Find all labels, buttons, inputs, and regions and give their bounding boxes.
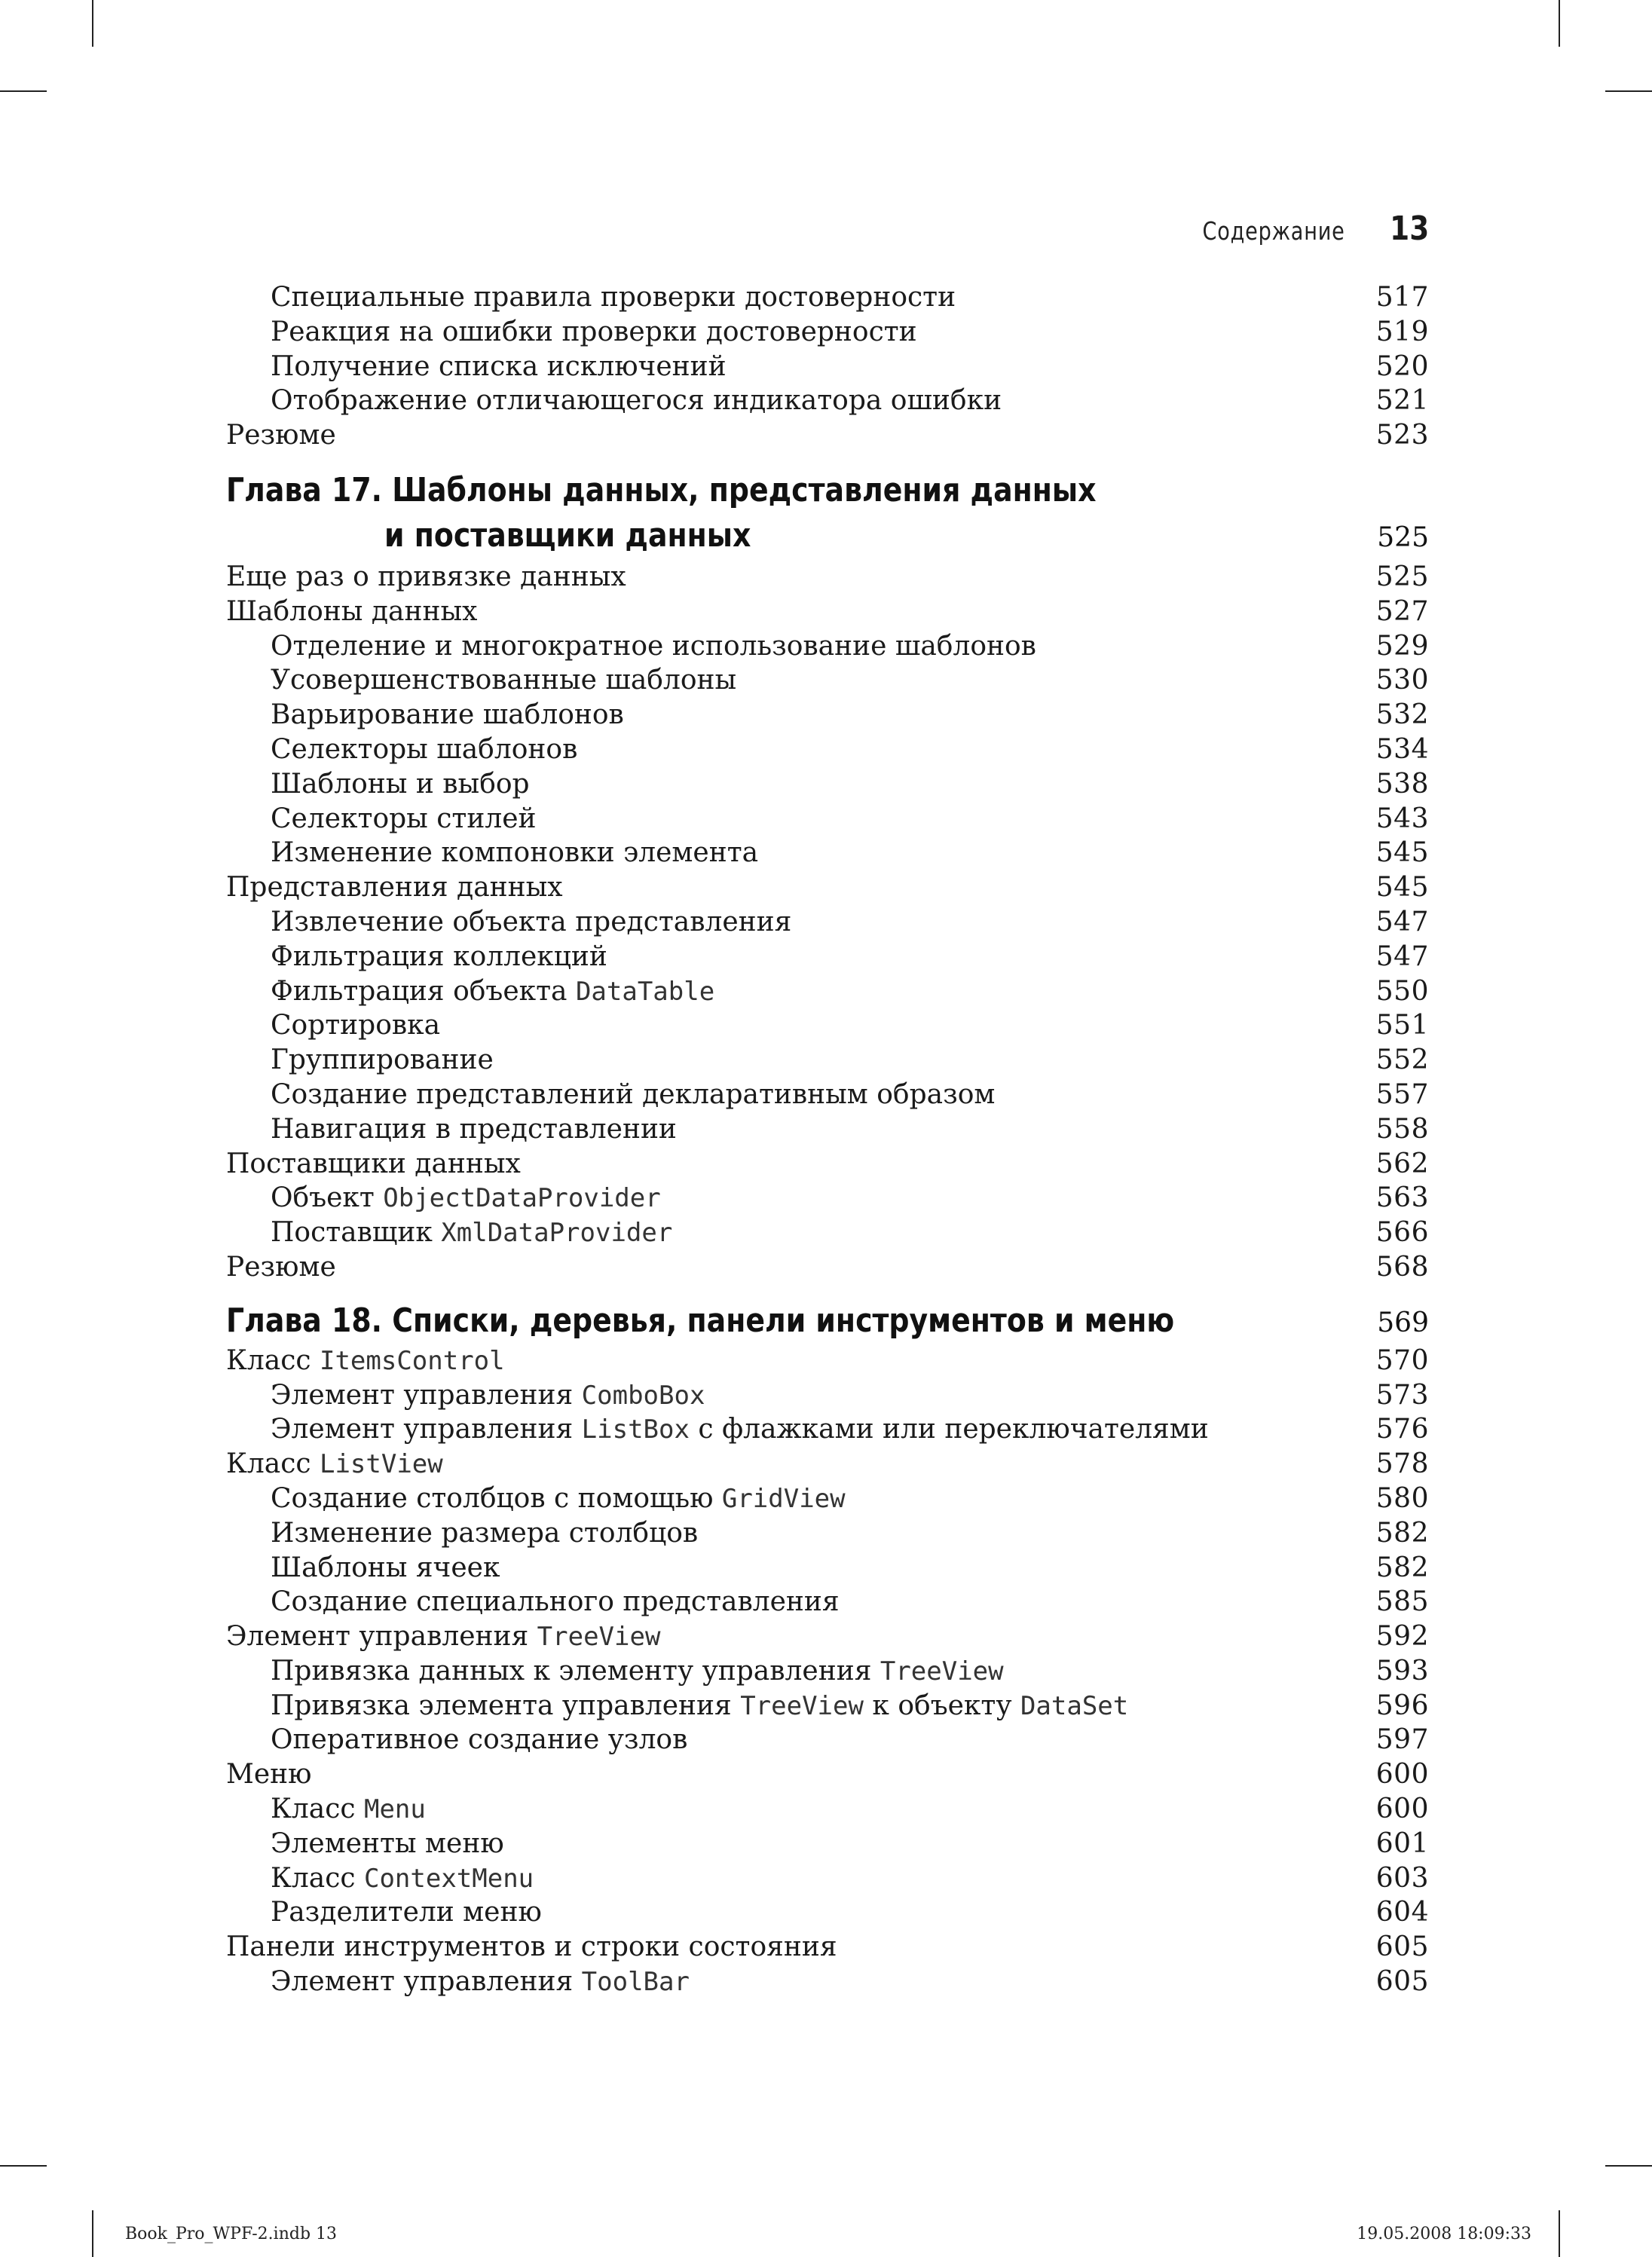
entry-code: TreeView [880,1656,1004,1687]
toc-entry[interactable] [226,1654,1429,1689]
entry-title [226,836,758,870]
entry-text: Элемент управления [271,1414,582,1445]
entry-text: Реакция на ошибки проверки достоверности [271,316,917,347]
toc-entry[interactable] [226,1447,1429,1482]
entry-text: Группирование [271,1044,494,1076]
toc-entry[interactable] [226,802,1429,836]
toc-entry[interactable] [226,1516,1429,1551]
entry-page: 566 [1375,1217,1429,1249]
entry-text: Создание специального представления [271,1586,840,1618]
entry-title [226,595,477,629]
entry-title [226,1619,660,1655]
entry-title [226,1861,534,1897]
toc-entry[interactable] [226,1861,1429,1896]
entry-title [226,1723,687,1757]
toc-entry[interactable] [226,1965,1429,1999]
entry-text: Представления данных [226,872,563,904]
entry-title [226,350,727,384]
entry-title [226,870,563,905]
entry-code: GridView [721,1483,846,1514]
entry-text: Привязка данных к элементу управления [271,1655,880,1687]
entry-code: Menu [363,1794,426,1825]
entry-code: ListBox [581,1414,690,1445]
crop-mark [92,0,93,47]
entry-page: 604 [1375,1897,1429,1928]
entry-text: Элемент управления [226,1621,537,1653]
toc-entry[interactable] [226,1619,1429,1654]
entry-title [226,1181,661,1216]
entry-page: 585 [1375,1586,1429,1618]
entry-page: 592 [1375,1621,1429,1653]
chapter-page: 569 [1377,1307,1429,1338]
entry-page: 597 [1375,1724,1429,1756]
toc-entry[interactable] [226,384,1429,418]
entry-page: 603 [1375,1862,1429,1894]
entry-page: 558 [1375,1113,1429,1145]
toc-entry[interactable] [226,940,1429,974]
toc-entry[interactable] [226,280,1429,315]
entry-title [226,418,336,453]
toc-entry[interactable] [226,1112,1429,1147]
entry-text: Элементы меню [271,1827,504,1859]
toc-entry[interactable] [226,1757,1429,1792]
entry-code: TreeView [537,1622,661,1653]
entry-page: 525 [1375,561,1429,592]
footer-file: Book_Pro_WPF-2.indb 13 [125,2225,338,2243]
toc-entry[interactable] [226,418,1429,453]
chapter-title: Глава 17. Шаблоны данных, представления данных [226,470,1097,509]
entry-text: Элемент управления [271,1966,582,1998]
entry-text: Элемент управления [271,1379,582,1411]
entry-title [226,560,626,595]
entry-title [226,629,1036,664]
entry-page: 547 [1375,906,1429,937]
toc-entry[interactable] [226,1551,1429,1586]
entry-title [226,1378,705,1414]
entry-title [226,1895,542,1930]
entry-code: DataTable [575,976,715,1007]
chapter-page: 525 [1377,521,1429,553]
entry-code: ToolBar [581,1967,690,1998]
toc-entry[interactable] [226,315,1429,350]
entry-text: Класс [271,1862,364,1894]
entry-text: Класс [226,1344,320,1376]
entry-text: Резюме [226,420,336,451]
entry-text: Селекторы шаблонов [271,733,578,765]
entry-text: Изменение компоновки элемента [271,837,759,869]
entry-page: 593 [1375,1655,1429,1687]
entry-title [226,1147,521,1182]
entry-page: 600 [1375,1794,1429,1825]
entry-text: Шаблоны ячеек [271,1552,500,1583]
toc-entry[interactable] [226,836,1429,870]
toc-list [226,560,1429,1285]
toc-entry[interactable] [226,1895,1429,1930]
entry-text: Фильтрация объекта [271,975,576,1007]
chapter-heading[interactable] [226,468,1429,558]
entry-page: 520 [1375,350,1429,382]
entry-title [226,1344,505,1379]
entry-text: к объекту [863,1690,1020,1721]
entry-title [226,1008,440,1043]
toc-entry[interactable] [226,870,1429,905]
entry-code: TreeView [740,1690,864,1721]
toc-entry[interactable] [226,1723,1429,1757]
chapter-title-continuation: и поставщики данных [384,515,751,555]
entry-text: Отделение и многократное использование шаблонов [271,630,1036,662]
entry-title [226,1757,312,1792]
entry-title [226,1412,1209,1448]
entry-text: Меню [226,1759,312,1791]
entry-text: Варьирование шаблонов [271,699,624,731]
entry-title [226,1043,494,1078]
entry-page: 600 [1375,1759,1429,1791]
toc-entry[interactable] [226,1412,1429,1447]
entry-text: Сортировка [271,1010,441,1041]
toc-entry[interactable] [226,1689,1429,1723]
entry-text: Класс [271,1794,364,1825]
entry-title [226,1827,504,1861]
toc-entry[interactable] [226,1827,1429,1861]
toc-entry[interactable] [226,595,1429,629]
entry-text: Отображение отличающегося индикатора ошибки [271,385,1002,417]
entry-page: 570 [1375,1344,1429,1376]
entry-text: Навигация в представлении [271,1113,677,1145]
entry-text: Шаблоны данных [226,595,478,627]
entry-title [226,1551,500,1586]
toc-list [226,280,1429,453]
entry-title [226,905,791,940]
entry-page: 568 [1375,1251,1429,1283]
crop-mark [0,2165,47,2167]
entry-page: 538 [1375,768,1429,800]
entry-page: 563 [1375,1182,1429,1214]
entry-title [226,1216,672,1251]
toc-entry[interactable] [226,1792,1429,1827]
entry-page: 517 [1375,282,1429,313]
page-number: 13 [1389,209,1429,248]
toc-entry[interactable] [226,974,1429,1009]
entry-text: Поставщик [271,1217,442,1249]
entry-text: Поставщики данных [226,1148,521,1179]
entry-text: Класс [226,1448,320,1480]
entry-page: 601 [1375,1827,1429,1859]
crop-mark [0,90,47,92]
entry-title [226,1930,837,1965]
toc-entry[interactable] [226,663,1429,698]
entry-title [226,1585,840,1619]
entry-page: 532 [1375,699,1429,731]
entry-page: 529 [1375,630,1429,662]
toc-entry[interactable] [226,1482,1429,1516]
entry-page: 547 [1375,940,1429,972]
toc-entry[interactable] [226,560,1429,595]
running-head [1171,209,1429,248]
toc-entry[interactable] [226,1585,1429,1619]
entry-text: Создание столбцов с помощью [271,1482,722,1514]
entry-page: 596 [1375,1690,1429,1721]
entry-text: Панели инструментов и строки состояния [226,1931,837,1963]
entry-page: 550 [1375,975,1429,1007]
entry-text: Еще раз о привязке данных [226,561,626,592]
toc-entry[interactable] [226,767,1429,802]
toc-entry[interactable] [226,1181,1429,1216]
toc-entry[interactable] [226,350,1429,384]
entry-title [226,315,917,350]
entry-page: 573 [1375,1379,1429,1411]
entry-text: Получение списка исключений [271,350,727,382]
entry-text: Фильтрация коллекций [271,940,607,972]
entry-page: 545 [1375,872,1429,904]
entry-text: Усовершенствованные шаблоны [271,665,737,696]
entry-page: 576 [1375,1414,1429,1445]
toc-entry[interactable] [226,1344,1429,1378]
entry-page: 519 [1375,316,1429,347]
entry-title [226,1654,1004,1690]
entry-code: ListView [319,1449,443,1480]
entry-text: Специальные правила проверки достоверности [271,282,956,313]
entry-page: 605 [1375,1966,1429,1998]
entry-page: 562 [1375,1148,1429,1179]
entry-text: Шаблоны и выбор [271,768,530,800]
toc-entry[interactable] [226,1930,1429,1965]
entry-title [226,280,956,315]
entry-page: 534 [1375,733,1429,765]
toc-entry[interactable] [226,1008,1429,1043]
entry-text: Оперативное создание узлов [271,1724,688,1756]
entry-title [226,802,537,836]
entry-page: 557 [1375,1078,1429,1110]
toc-entry[interactable] [226,1250,1429,1285]
entry-title [226,384,1002,418]
entry-code: ObjectDataProvider [383,1183,661,1214]
toc-entry[interactable] [226,1043,1429,1078]
chapter-heading[interactable] [226,1298,1429,1344]
entry-title [226,663,736,698]
toc-list [226,1344,1429,1999]
chapter-title: Глава 18. Списки, деревья, панели инструментов и меню [226,1301,1175,1340]
toc-entry[interactable] [226,698,1429,732]
entry-text: Привязка элемента управления [271,1690,741,1721]
entry-title [226,698,624,732]
crop-mark [92,2210,93,2257]
entry-text: Селекторы стилей [271,803,537,834]
entry-title [226,1482,846,1517]
entry-code: ComboBox [581,1380,705,1411]
entry-title [226,1965,690,2000]
entry-title [226,1689,1128,1724]
entry-text: с флажками или переключателями [689,1414,1209,1445]
section-title: Содержание [1202,216,1345,246]
entry-title [226,1792,426,1827]
entry-title [226,1112,677,1147]
entry-page: 580 [1375,1482,1429,1514]
toc-entry[interactable] [226,905,1429,940]
toc-entry[interactable] [226,1147,1429,1182]
table-of-contents [226,280,1429,1999]
toc-entry[interactable] [226,1216,1429,1250]
toc-entry[interactable] [226,1078,1429,1112]
crop-mark [1605,2165,1652,2167]
entry-code: DataSet [1020,1690,1129,1721]
entry-page: 521 [1375,385,1429,417]
crop-mark [1605,90,1652,92]
entry-title [226,767,530,802]
entry-title [226,1078,995,1112]
toc-entry[interactable] [226,629,1429,664]
entry-code: ItemsControl [319,1345,505,1376]
entry-page: 523 [1375,420,1429,451]
entry-page: 543 [1375,803,1429,834]
entry-page: 578 [1375,1448,1429,1480]
crop-mark [1559,2210,1560,2257]
crop-mark [1559,0,1560,47]
entry-page: 551 [1375,1010,1429,1041]
entry-title [226,732,577,767]
entry-text: Создание представлений декларативным образом [271,1078,996,1110]
entry-page: 545 [1375,837,1429,869]
entry-page: 530 [1375,665,1429,696]
entry-page: 582 [1375,1517,1429,1549]
toc-entry[interactable] [226,1378,1429,1413]
entry-code: ContextMenu [363,1863,534,1894]
entry-page: 582 [1375,1552,1429,1583]
entry-title [226,974,714,1010]
entry-title [226,940,607,974]
toc-entry[interactable] [226,732,1429,767]
entry-text: Разделители меню [271,1897,542,1928]
entry-title [226,1250,336,1285]
entry-text: Резюме [226,1251,336,1283]
entry-title [226,1516,698,1551]
entry-text: Изменение размера столбцов [271,1517,699,1549]
entry-page: 605 [1375,1931,1429,1963]
footer-datetime: 19.05.2008 18:09:33 [1357,2225,1531,2243]
entry-text: Извлечение объекта представления [271,906,792,937]
entry-title [226,1447,443,1482]
entry-page: 527 [1375,595,1429,627]
entry-page: 552 [1375,1044,1429,1076]
entry-text: Объект [271,1182,384,1214]
entry-code: XmlDataProvider [441,1218,673,1249]
